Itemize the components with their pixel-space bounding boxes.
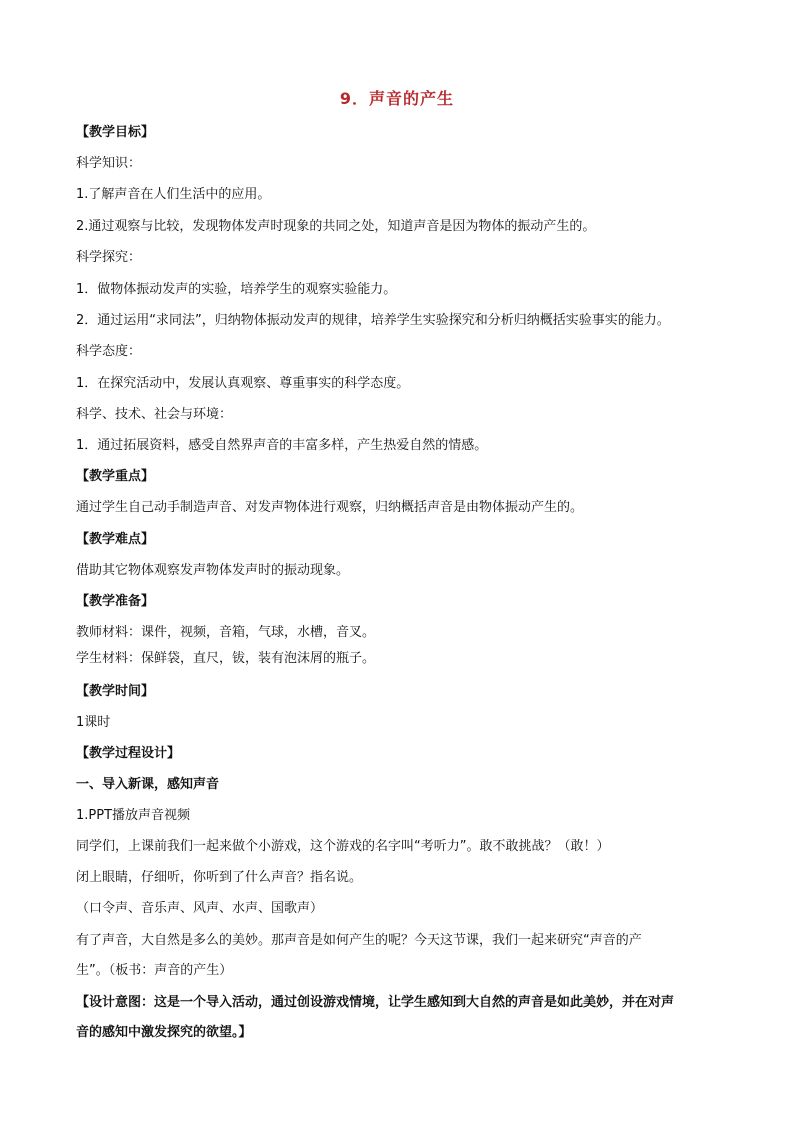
knowledge-label: 科学知识： xyxy=(76,156,142,171)
prep-student: 学生材料：保鲜袋，直尺，钹，装有泡沫屑的瓶子。 xyxy=(76,651,376,666)
document-title: 9．声音的产生 xyxy=(339,89,455,108)
knowledge-item-2: 2.通过观察与比较，发现物体发声时现象的共同之处，知道声音是因为物体的振动产生的。 xyxy=(76,219,596,234)
inquiry-label: 科学探究： xyxy=(76,250,142,265)
paragraph-4-line-2: 生”。（板书：声音的产生） xyxy=(76,963,233,978)
attitude-item-1: 1．在探究活动中，发展认真观察、尊重事实的科学态度。 xyxy=(76,376,410,391)
sts-label: 科学、技术、社会与环境： xyxy=(76,407,233,422)
heading-objectives: 【教学目标】 xyxy=(76,125,155,140)
prep-teacher: 教师材料：课件，视频，音箱，气球，水槽，音叉。 xyxy=(76,625,376,640)
section-1-title: 一、导入新课，感知声音 xyxy=(76,777,220,792)
attitude-label: 科学态度： xyxy=(76,344,142,359)
paragraph-1: 同学们，上课前我们一起来做个小游戏，这个游戏的名字叫“考听力”。敢不敢挑战？（敢！） xyxy=(76,839,610,854)
time-text: 1课时 xyxy=(76,715,111,730)
heading-difficulty: 【教学难点】 xyxy=(76,532,155,547)
knowledge-item-1: 1.了解声音在人们生活中的应用。 xyxy=(76,187,271,202)
step-1: 1.PPT播放声音视频 xyxy=(76,808,191,823)
paragraph-2: 闭上眼睛，仔细听，你听到了什么声音？指名说。 xyxy=(76,870,363,885)
sts-item-1: 1．通过拓展资料，感受自然界声音的丰富多样，产生热爱自然的情感。 xyxy=(76,438,488,453)
inquiry-item-2: 2．通过运用“求同法”，归纳物体振动发声的规律，培养学生实验探究和分析归纳概括实验事实的能力。 xyxy=(76,313,670,328)
design-intent-line-1: 【设计意图：这是一个导入活动，通过创设游戏情境，让学生感知到大自然的声音是如此美妙，并在对声 xyxy=(76,995,675,1010)
heading-preparation: 【教学准备】 xyxy=(76,594,155,609)
heading-time: 【教学时间】 xyxy=(76,684,155,699)
paragraph-4-line-1: 有了声音，大自然是多么的美妙。那声音是如何产生的呢？今天这节课，我们一起来研究“声音的产 xyxy=(76,933,642,948)
heading-key-points: 【教学重点】 xyxy=(76,469,155,484)
heading-process: 【教学过程设计】 xyxy=(76,746,181,761)
paragraph-3: （口令声、音乐声、风声、水声、国歌声） xyxy=(76,901,324,916)
inquiry-item-1: 1．做物体振动发声的实验，培养学生的观察实验能力。 xyxy=(76,282,397,297)
difficulty-text: 借助其它物体观察发声物体发声时的振动现象。 xyxy=(76,563,350,578)
key-points-text: 通过学生自己动手制造声音、对发声物体进行观察，归纳概括声音是由物体振动产生的。 xyxy=(76,500,584,515)
design-intent-line-2: 音的感知中激发探究的欲望。】 xyxy=(76,1025,252,1040)
